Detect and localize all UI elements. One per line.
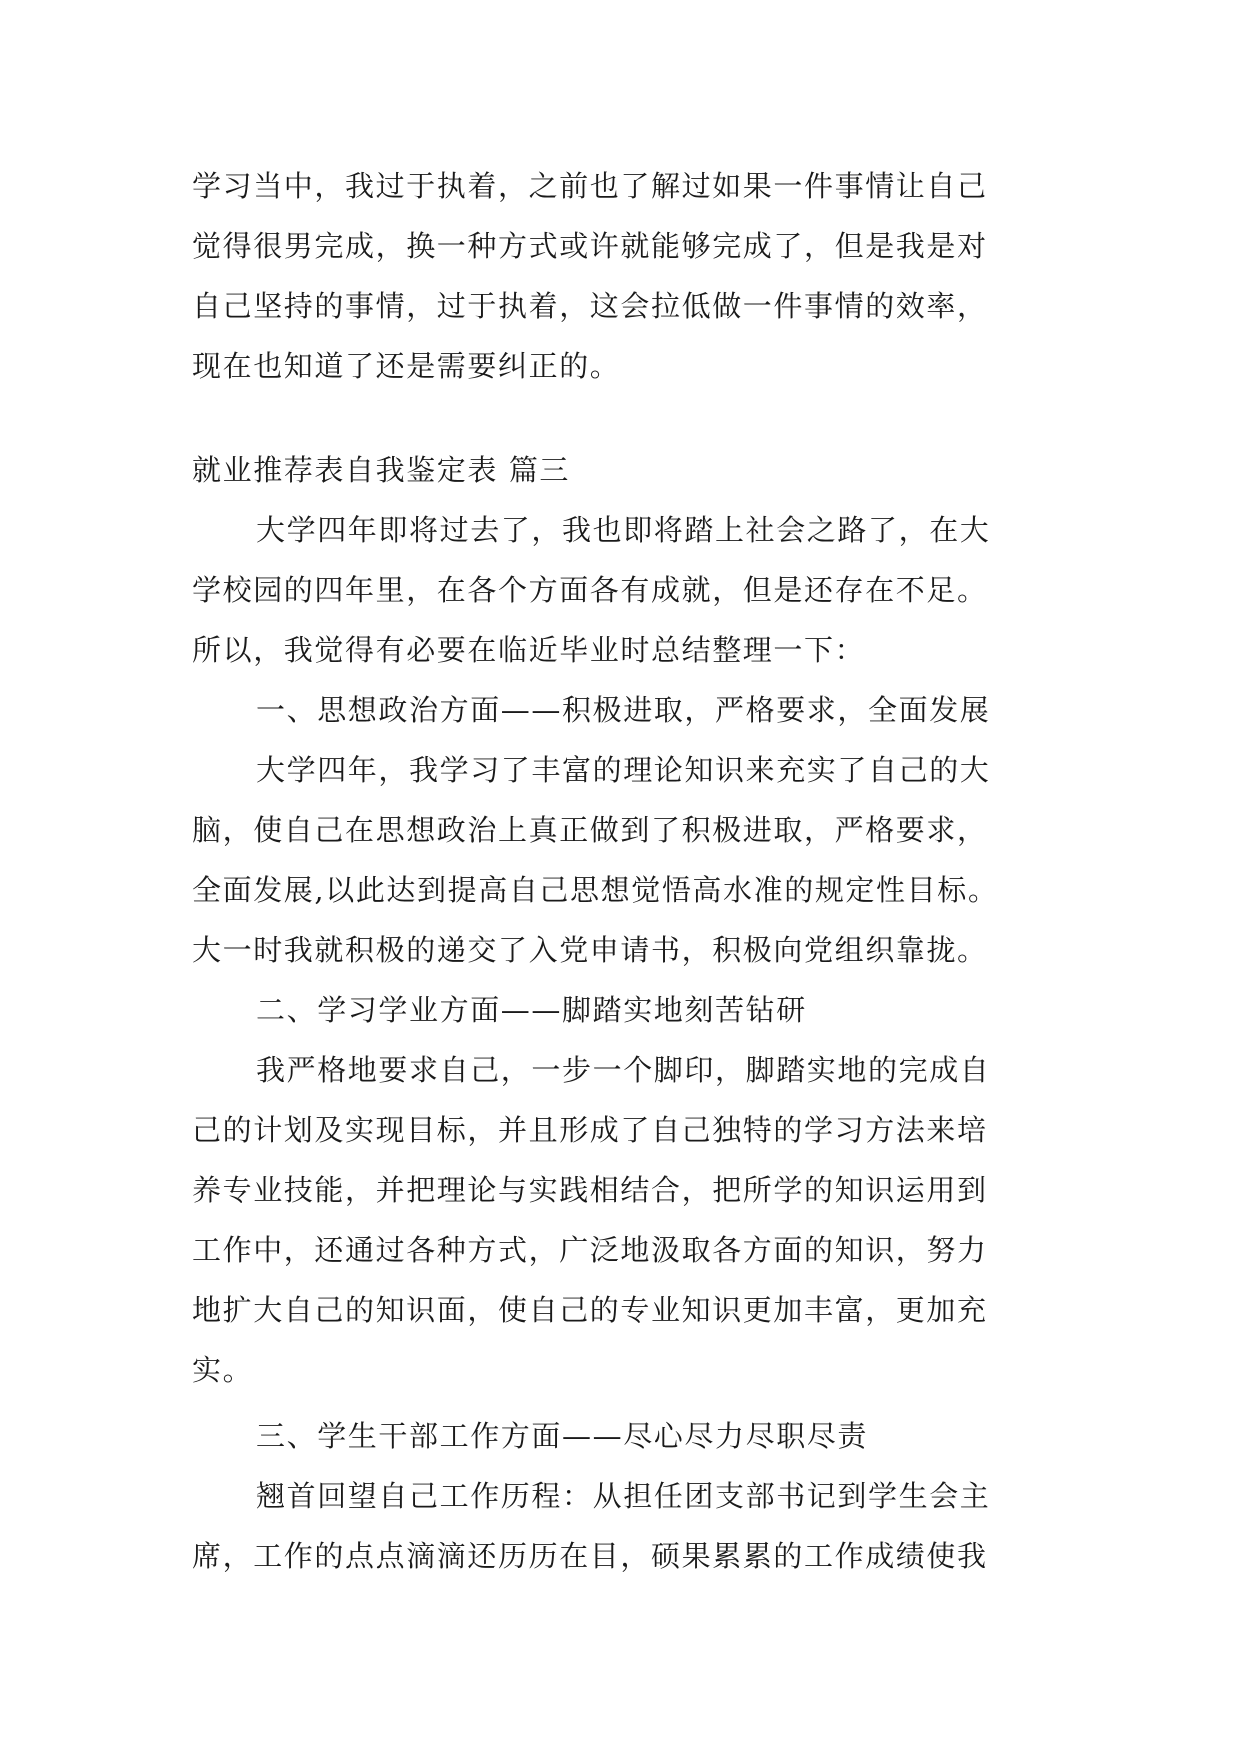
- paragraph-line: 席，工作的点点滴滴还历历在目，硕果累累的工作成绩使我: [192, 1539, 988, 1573]
- section-heading: 就业推荐表自我鉴定表 篇三: [192, 453, 571, 487]
- paragraph-line: 现在也知道了还是需要纠正的。: [192, 349, 621, 383]
- paragraph-line: 全面发展,以此达到提高自己思想觉悟高水准的规定性目标。: [192, 873, 999, 907]
- paragraph-line: 学习当中，我过于执着，之前也了解过如果一件事情让自己: [192, 169, 988, 203]
- paragraph-line: 所以，我觉得有必要在临近毕业时总结整理一下：: [192, 633, 866, 667]
- paragraph-line: 我严格地要求自己，一步一个脚印，脚踏实地的完成自: [256, 1053, 991, 1087]
- subheading: 三、学生干部工作方面——尽心尽力尽职尽责: [256, 1419, 869, 1453]
- paragraph-line: 自己坚持的事情，过于执着，这会拉低做一件事情的效率，: [192, 289, 988, 323]
- paragraph-line: 学校园的四年里，在各个方面各有成就，但是还存在不足。: [192, 573, 988, 607]
- paragraph-line: 大学四年即将过去了，我也即将踏上社会之路了，在大: [256, 513, 991, 547]
- paragraph-line: 脑，使自己在思想政治上真正做到了积极进取，严格要求，: [192, 813, 988, 847]
- paragraph-line: 大学四年，我学习了丰富的理论知识来充实了自己的大: [256, 753, 991, 787]
- paragraph-line: 实。: [192, 1353, 254, 1387]
- paragraph-line: 养专业技能，并把理论与实践相结合，把所学的知识运用到: [192, 1173, 988, 1207]
- paragraph-line: 己的计划及实现目标，并且形成了自己独特的学习方法来培: [192, 1113, 988, 1147]
- paragraph-line: 地扩大自己的知识面，使自己的专业知识更加丰富，更加充: [192, 1293, 988, 1327]
- paragraph-line: 大一时我就积极的递交了入党申请书，积极向党组织靠拢。: [192, 933, 988, 967]
- paragraph-line: 觉得很男完成，换一种方式或许就能够完成了，但是我是对: [192, 229, 988, 263]
- subheading: 一、思想政治方面——积极进取，严格要求，全面发展: [256, 693, 991, 727]
- paragraph-line: 翘首回望自己工作历程：从担任团支部书记到学生会主: [256, 1479, 991, 1513]
- subheading: 二、学习学业方面——脚踏实地刻苦钻研: [256, 993, 807, 1027]
- paragraph-line: 工作中，还通过各种方式，广泛地汲取各方面的知识，努力: [192, 1233, 988, 1267]
